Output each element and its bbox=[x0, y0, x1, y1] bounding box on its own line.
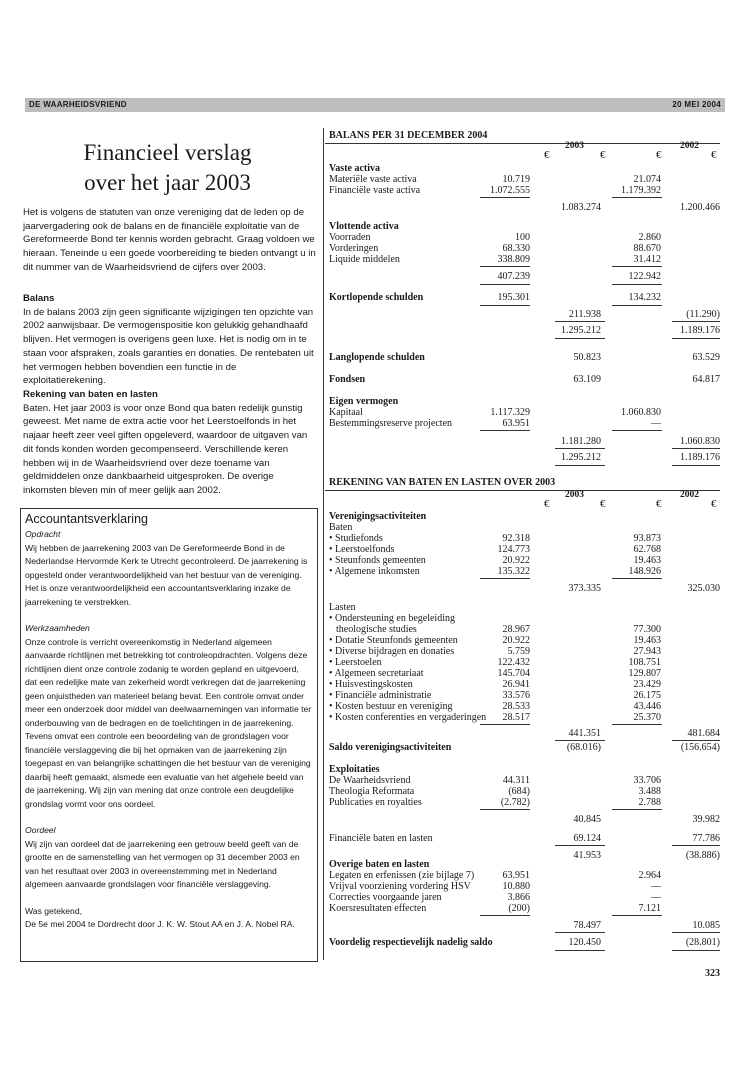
e1-2002: 33.706 bbox=[633, 775, 661, 786]
saldo-2002: (156.654) bbox=[680, 742, 720, 753]
ov-label: Overige baten en lasten bbox=[329, 859, 430, 870]
acc-sign-1: Was getekend, bbox=[25, 905, 83, 916]
l4-2003: 122.432 bbox=[497, 657, 530, 668]
eig-2003: 1.181.280 bbox=[561, 436, 601, 447]
b3-2003: 20.922 bbox=[502, 555, 530, 566]
e3-2002: 2.788 bbox=[638, 797, 661, 808]
lasten-tot-2002: 481.684 bbox=[687, 728, 720, 739]
rule bbox=[555, 465, 605, 466]
rule bbox=[612, 809, 662, 810]
kap-2003: 1.117.329 bbox=[490, 407, 530, 418]
running-header bbox=[25, 98, 725, 112]
euro-8: € bbox=[711, 498, 717, 510]
rule bbox=[555, 338, 605, 339]
article-title bbox=[25, 138, 310, 198]
rule bbox=[480, 266, 530, 267]
expl-tot-2003: 40.845 bbox=[573, 814, 601, 825]
l1b-label: theologische studies bbox=[336, 624, 417, 635]
euro-4: € bbox=[711, 149, 717, 161]
ksaldo-2003: 211.938 bbox=[568, 309, 601, 320]
eigen-label: Eigen vermogen bbox=[329, 396, 399, 407]
l7-2003: 33.576 bbox=[502, 690, 530, 701]
vord-2002: (28.801) bbox=[685, 937, 720, 948]
finb-2002: 77.786 bbox=[692, 833, 720, 844]
vr-2002: 2.860 bbox=[638, 232, 661, 243]
b2-2002: 62.768 bbox=[633, 544, 661, 555]
o3-2003: 3.866 bbox=[507, 892, 530, 903]
rule bbox=[612, 915, 662, 916]
l1-label: • Ondersteuning en begeleiding bbox=[329, 613, 455, 624]
l6-2002: 23.429 bbox=[633, 679, 661, 690]
l8-2003: 28.533 bbox=[502, 701, 530, 712]
rek-year-2003: 2003 bbox=[565, 490, 584, 500]
acc-p1: Wij hebben de jaarrekening 2003 van De Gereformeerde Bond in de Nederlandse Hervormde Kerk te Utrecht gecontroleerd. De jaarrekening is opgesteld onder verantwoordelijkheid van het bestuur van de vereniging. Het is onze verantwoordelijkheid een accountantsverklaring inzake de jaarrekening te verstrekken. bbox=[25, 542, 308, 607]
vr-label: Voorraden bbox=[329, 232, 371, 243]
euro-5: € bbox=[544, 498, 550, 510]
expl-tot-2002: 39.982 bbox=[692, 814, 720, 825]
rule bbox=[612, 197, 662, 198]
fonds-2003: 63.109 bbox=[573, 374, 601, 385]
baten-tot-2003: 373.335 bbox=[568, 583, 601, 594]
euro-3: € bbox=[656, 149, 662, 161]
vlot-sum-2003: 407.239 bbox=[497, 271, 530, 282]
l3-2003: 5.759 bbox=[507, 646, 530, 657]
l8-2002: 43.446 bbox=[633, 701, 661, 712]
mat-label: Materiële vaste activa bbox=[329, 174, 417, 185]
rule bbox=[672, 740, 720, 741]
column-divider bbox=[323, 128, 324, 960]
l4-2002: 108.751 bbox=[628, 657, 661, 668]
o2-2002: — bbox=[651, 881, 661, 892]
l2-2003: 20.922 bbox=[502, 635, 530, 646]
rule bbox=[672, 448, 720, 449]
balans-section bbox=[23, 292, 319, 388]
rek-title-rule bbox=[325, 490, 720, 491]
b3-2002: 19.463 bbox=[633, 555, 661, 566]
l4-label: • Leerstoelen bbox=[329, 657, 382, 668]
mat-2002: 21.074 bbox=[633, 174, 661, 185]
rule bbox=[612, 578, 662, 579]
l5-2002: 129.807 bbox=[628, 668, 661, 679]
rule bbox=[480, 284, 530, 285]
lasten-tot-2003: 441.351 bbox=[568, 728, 601, 739]
lang-label: Langlopende schulden bbox=[329, 352, 425, 363]
eig-2002: 1.060.830 bbox=[680, 436, 720, 447]
va-label: Verenigingsactiviteiten bbox=[329, 511, 427, 522]
rekening-section bbox=[23, 388, 319, 498]
ov-tot-2002: 10.085 bbox=[692, 920, 720, 931]
intro-text: Het is volgens de statuten van onze vereniging dat de leden op de jaarvergadering ook de balans en de financiële exploitatie van de Gereformeerde Bond ter kennis worden gebracht. Graag voldoen we hieraan. Teneinde u een goede voorbereiding te bieden ontvangt u in dit nummer van de Waarheidsvriend de cijfers over 2003. bbox=[23, 207, 316, 273]
rule bbox=[555, 845, 605, 846]
ksaldo-2002: (11.290) bbox=[686, 309, 720, 320]
baten-tot-2002: 325.030 bbox=[687, 583, 720, 594]
l5-2003: 145.704 bbox=[497, 668, 530, 679]
vlot-sum-2002: 122.942 bbox=[628, 271, 661, 282]
tot-2002: 1.189.176 bbox=[680, 325, 720, 336]
acc-sub-oordeel: Oordeel bbox=[25, 825, 56, 835]
acc-title: Accountantsverklaring bbox=[25, 512, 148, 526]
rule bbox=[480, 430, 530, 431]
rule bbox=[672, 338, 720, 339]
vaste-activa: Vaste activa bbox=[329, 163, 381, 174]
eind-2003: 1.295.212 bbox=[561, 452, 601, 463]
vaste-tot-2003: 1.083.274 bbox=[561, 202, 601, 213]
title-line-2: over het jaar 2003 bbox=[84, 170, 251, 195]
rekening-heading: Rekening van baten en lasten bbox=[23, 389, 158, 400]
fonds-label: Fondsen bbox=[329, 374, 366, 385]
acc-sign-2: De 5e mei 2004 te Dordrecht door J. K. W. Stout AA en J. A. Nobel RA. bbox=[25, 919, 295, 929]
rule bbox=[612, 305, 662, 306]
lasten-label: Lasten bbox=[329, 602, 356, 613]
vo-2003: 68.330 bbox=[502, 243, 530, 254]
balans-title-rule bbox=[325, 143, 720, 144]
o3-label: Correcties voorgaande jaren bbox=[329, 892, 442, 903]
balans-year-2003: 2003 bbox=[565, 141, 584, 151]
title-line-1: Financieel verslag bbox=[83, 140, 252, 165]
fonds-2002: 64.817 bbox=[692, 374, 720, 385]
sub-2002: (38.886) bbox=[685, 850, 720, 861]
rekening-text: Baten. Het jaar 2003 is voor onze Bond qua baten redelijk gunstig geweest. Met name de extra actie voor het Leerstoelfonds in het najaar heeft zeer veel giften opgeleverd, waardoor de uitgaven van dit fonds konden worden gecompenseerd. Verschillende keren hebben wij in de Waarheidsvriend over deze toename van geldmiddelen onze dankbaarheid uitgesproken. De overige inkomsten bleven min of meer gelijk aan 2002. bbox=[23, 402, 308, 496]
best-2003: 63.951 bbox=[502, 418, 530, 429]
vo-label: Vorderingen bbox=[329, 243, 379, 254]
eind-2002: 1.189.176 bbox=[680, 452, 720, 463]
vo-2002: 88.670 bbox=[633, 243, 661, 254]
saldo-label: Saldo verenigingsactiviteiten bbox=[329, 742, 452, 753]
rule bbox=[555, 321, 605, 322]
rek-title: REKENING VAN BATEN EN LASTEN OVER 2003 bbox=[329, 477, 556, 488]
o1-2002: 2.964 bbox=[638, 870, 661, 881]
rule bbox=[480, 197, 530, 198]
vord-label: Voordelig respectievelijk nadelig saldo bbox=[329, 937, 493, 948]
l9-2002: 25.370 bbox=[633, 712, 661, 723]
l9-2003: 28.517 bbox=[502, 712, 530, 723]
e3-label: Publicaties en royalties bbox=[329, 797, 422, 808]
best-2002: — bbox=[651, 418, 661, 429]
b4-2002: 148.926 bbox=[628, 566, 661, 577]
tot-2003: 1.295.212 bbox=[561, 325, 601, 336]
rule bbox=[555, 932, 605, 933]
vlottende-activa: Vlottende activa bbox=[329, 221, 399, 232]
rule bbox=[672, 465, 720, 466]
rule bbox=[672, 932, 720, 933]
rule bbox=[480, 305, 530, 306]
o3-2002: — bbox=[651, 892, 661, 903]
o1-label: Legaten en erfenissen (zie bijlage 7) bbox=[329, 870, 475, 881]
rule bbox=[672, 845, 720, 846]
saldo-2003: (68.016) bbox=[566, 742, 601, 753]
rule bbox=[555, 448, 605, 449]
euro-6: € bbox=[600, 498, 606, 510]
l6-label: • Huisvestingskosten bbox=[329, 679, 413, 690]
rule bbox=[555, 740, 605, 741]
o2-2003: 10.880 bbox=[502, 881, 530, 892]
lm-2002: 31.412 bbox=[633, 254, 661, 265]
e1-label: De Waarheidsvriend bbox=[329, 775, 411, 786]
b1-label: • Studiefonds bbox=[329, 533, 383, 544]
euro-2: € bbox=[600, 149, 606, 161]
rule bbox=[480, 578, 530, 579]
rule bbox=[672, 950, 720, 951]
kort-2003: 195.301 bbox=[497, 292, 530, 303]
ov-tot-2003: 78.497 bbox=[573, 920, 601, 931]
finb-label: Financiële baten en lasten bbox=[329, 833, 433, 844]
mat-2003: 10.719 bbox=[502, 174, 530, 185]
expl-label: Exploitaties bbox=[329, 764, 380, 775]
l5-label: • Algemeen secretariaat bbox=[329, 668, 424, 679]
kort-2002: 134.232 bbox=[628, 292, 661, 303]
balans-text: In de balans 2003 zijn geen significante wijzigingen ten opzichte van 2002 aanwijsbaar. De vermogenspositie kon gelukkig gehandhaafd blijven. Het vermogen is overigens geen luxe. Het is nodig om in te staan voor afspraken, zoals garanties en donaties. De rentebaten uit het vermogen hebben bovendien een functie in de exploitatierekening. bbox=[23, 306, 314, 387]
l9-label: • Kosten conferenties en vergaderingen bbox=[329, 712, 487, 723]
l6-2003: 26.941 bbox=[502, 679, 530, 690]
l7-2002: 26.175 bbox=[633, 690, 661, 701]
l7-label: • Financiële administratie bbox=[329, 690, 432, 701]
kort-label: Kortlopende schulden bbox=[329, 292, 424, 303]
euro-1: € bbox=[544, 149, 550, 161]
b3-label: • Steunfonds gemeenten bbox=[329, 555, 426, 566]
e2-2003: (684) bbox=[508, 786, 530, 797]
e1-2003: 44.311 bbox=[502, 775, 530, 786]
rule bbox=[672, 321, 720, 322]
lm-label: Liquide middelen bbox=[329, 254, 400, 265]
page-number: 323 bbox=[705, 968, 720, 979]
euro-7: € bbox=[656, 498, 662, 510]
b2-2003: 124.773 bbox=[497, 544, 530, 555]
lang-2003: 50.823 bbox=[573, 352, 601, 363]
fin-label: Financiële vaste activa bbox=[329, 185, 421, 196]
header-publication: DE WAARHEIDSVRIEND bbox=[29, 100, 127, 109]
rule bbox=[555, 950, 605, 951]
baten-label: Baten bbox=[329, 522, 353, 533]
e3-2003: (2.782) bbox=[500, 797, 530, 808]
o4-2003: (200) bbox=[508, 903, 530, 914]
acc-p2: Onze controle is verricht overeenkomstig in Nederland algemeen aanvaarde richtlijnen met betrekking tot controleopdrachten. Volgens deze richtlijnen dient onze controle zodanig te worden gepland en uitgevoerd, dat een redelijke mate van zekerheid wordt verkregen dat de jaarrekening geen onjuistheden van materieel belang bevat. Een controle omvat onder meer een onderzoek door middel van deelwaarnemingen van informatie ter onderbouwing van de bedragen en de toelichtingen in de jaarrekening. Tevens omvat een controle een beoordeling van de grondslagen voor financiële verslaggeving die bij het opmaken van de jaarrekening zijn toegepast en van belangrijke schattingen die het bestuur van de vereniging daarbij heeft gemaakt, alsmede een evaluatie van het algehele beeld van de jaarrekening. Wij zijn van mening dat onze controle een deugdelijke grondslag vormt voor ons oordeel. bbox=[25, 636, 312, 809]
header-date: 20 MEI 2004 bbox=[672, 100, 721, 109]
kap-2002: 1.060.830 bbox=[621, 407, 661, 418]
rule bbox=[612, 284, 662, 285]
kap-label: Kapitaal bbox=[329, 407, 363, 418]
e2-2002: 3.488 bbox=[638, 786, 661, 797]
balans-year-2002: 2002 bbox=[680, 141, 699, 151]
o4-2002: 7.121 bbox=[638, 903, 661, 914]
fin-2002: 1.179.392 bbox=[621, 185, 661, 196]
balans-title: BALANS PER 31 DECEMBER 2004 bbox=[329, 130, 488, 141]
b4-2003: 135.322 bbox=[497, 566, 530, 577]
rule bbox=[480, 724, 530, 725]
l3-2002: 27.943 bbox=[633, 646, 661, 657]
o4-label: Koersresultaten effecten bbox=[329, 903, 427, 914]
l1-2003: 28.967 bbox=[502, 624, 530, 635]
l8-label: • Kosten bestuur en vereniging bbox=[329, 701, 453, 712]
balans-heading: Balans bbox=[23, 293, 55, 304]
acc-p3: Wij zijn van oordeel dat de jaarrekening een getrouw beeld geeft van de grootte en de samenstelling van het vermogen op 31 december 2003 en van het resultaat over 2003 in overeenstemming met in Nederland algemeen aanvaarde grondslagen voor financiële verslaggeving. bbox=[25, 838, 300, 889]
b4-label: • Algemene inkomsten bbox=[329, 566, 420, 577]
l1-2002: 77.300 bbox=[633, 624, 661, 635]
fin-2003: 1.072.555 bbox=[490, 185, 530, 196]
intro-paragraph bbox=[23, 206, 319, 275]
l2-2002: 19.463 bbox=[633, 635, 661, 646]
sub-2003: 41.953 bbox=[573, 850, 601, 861]
o1-2003: 63.951 bbox=[502, 870, 530, 881]
rule bbox=[612, 430, 662, 431]
rule bbox=[612, 724, 662, 725]
rule bbox=[612, 266, 662, 267]
finb-2003: 69.124 bbox=[573, 833, 601, 844]
rule bbox=[480, 915, 530, 916]
vr-2003: 100 bbox=[515, 232, 530, 243]
lm-2003: 338.809 bbox=[497, 254, 530, 265]
b1-2002: 93.873 bbox=[633, 533, 661, 544]
o2-label: Vrijval voorziening vordering HSV bbox=[329, 881, 471, 892]
vaste-tot-2002: 1.200.466 bbox=[680, 202, 720, 213]
acc-sub-werkzaamheden: Werkzaamheden bbox=[25, 623, 90, 633]
rule bbox=[480, 809, 530, 810]
l3-label: • Diverse bijdragen en donaties bbox=[329, 646, 455, 657]
acc-sub-opdracht: Opdracht bbox=[25, 529, 61, 539]
rek-year-2002: 2002 bbox=[680, 490, 699, 500]
b2-label: • Leerstoelfonds bbox=[329, 544, 395, 555]
b1-2003: 92.318 bbox=[502, 533, 530, 544]
best-label: Bestemmingsreserve projecten bbox=[329, 418, 453, 429]
accountantsverklaring-box bbox=[20, 508, 318, 962]
e2-label: Theologia Reformata bbox=[329, 786, 415, 797]
l2-label: • Dotatie Steunfonds gemeenten bbox=[329, 635, 458, 646]
vord-2003: 120.450 bbox=[568, 937, 601, 948]
lang-2002: 63.529 bbox=[692, 352, 720, 363]
